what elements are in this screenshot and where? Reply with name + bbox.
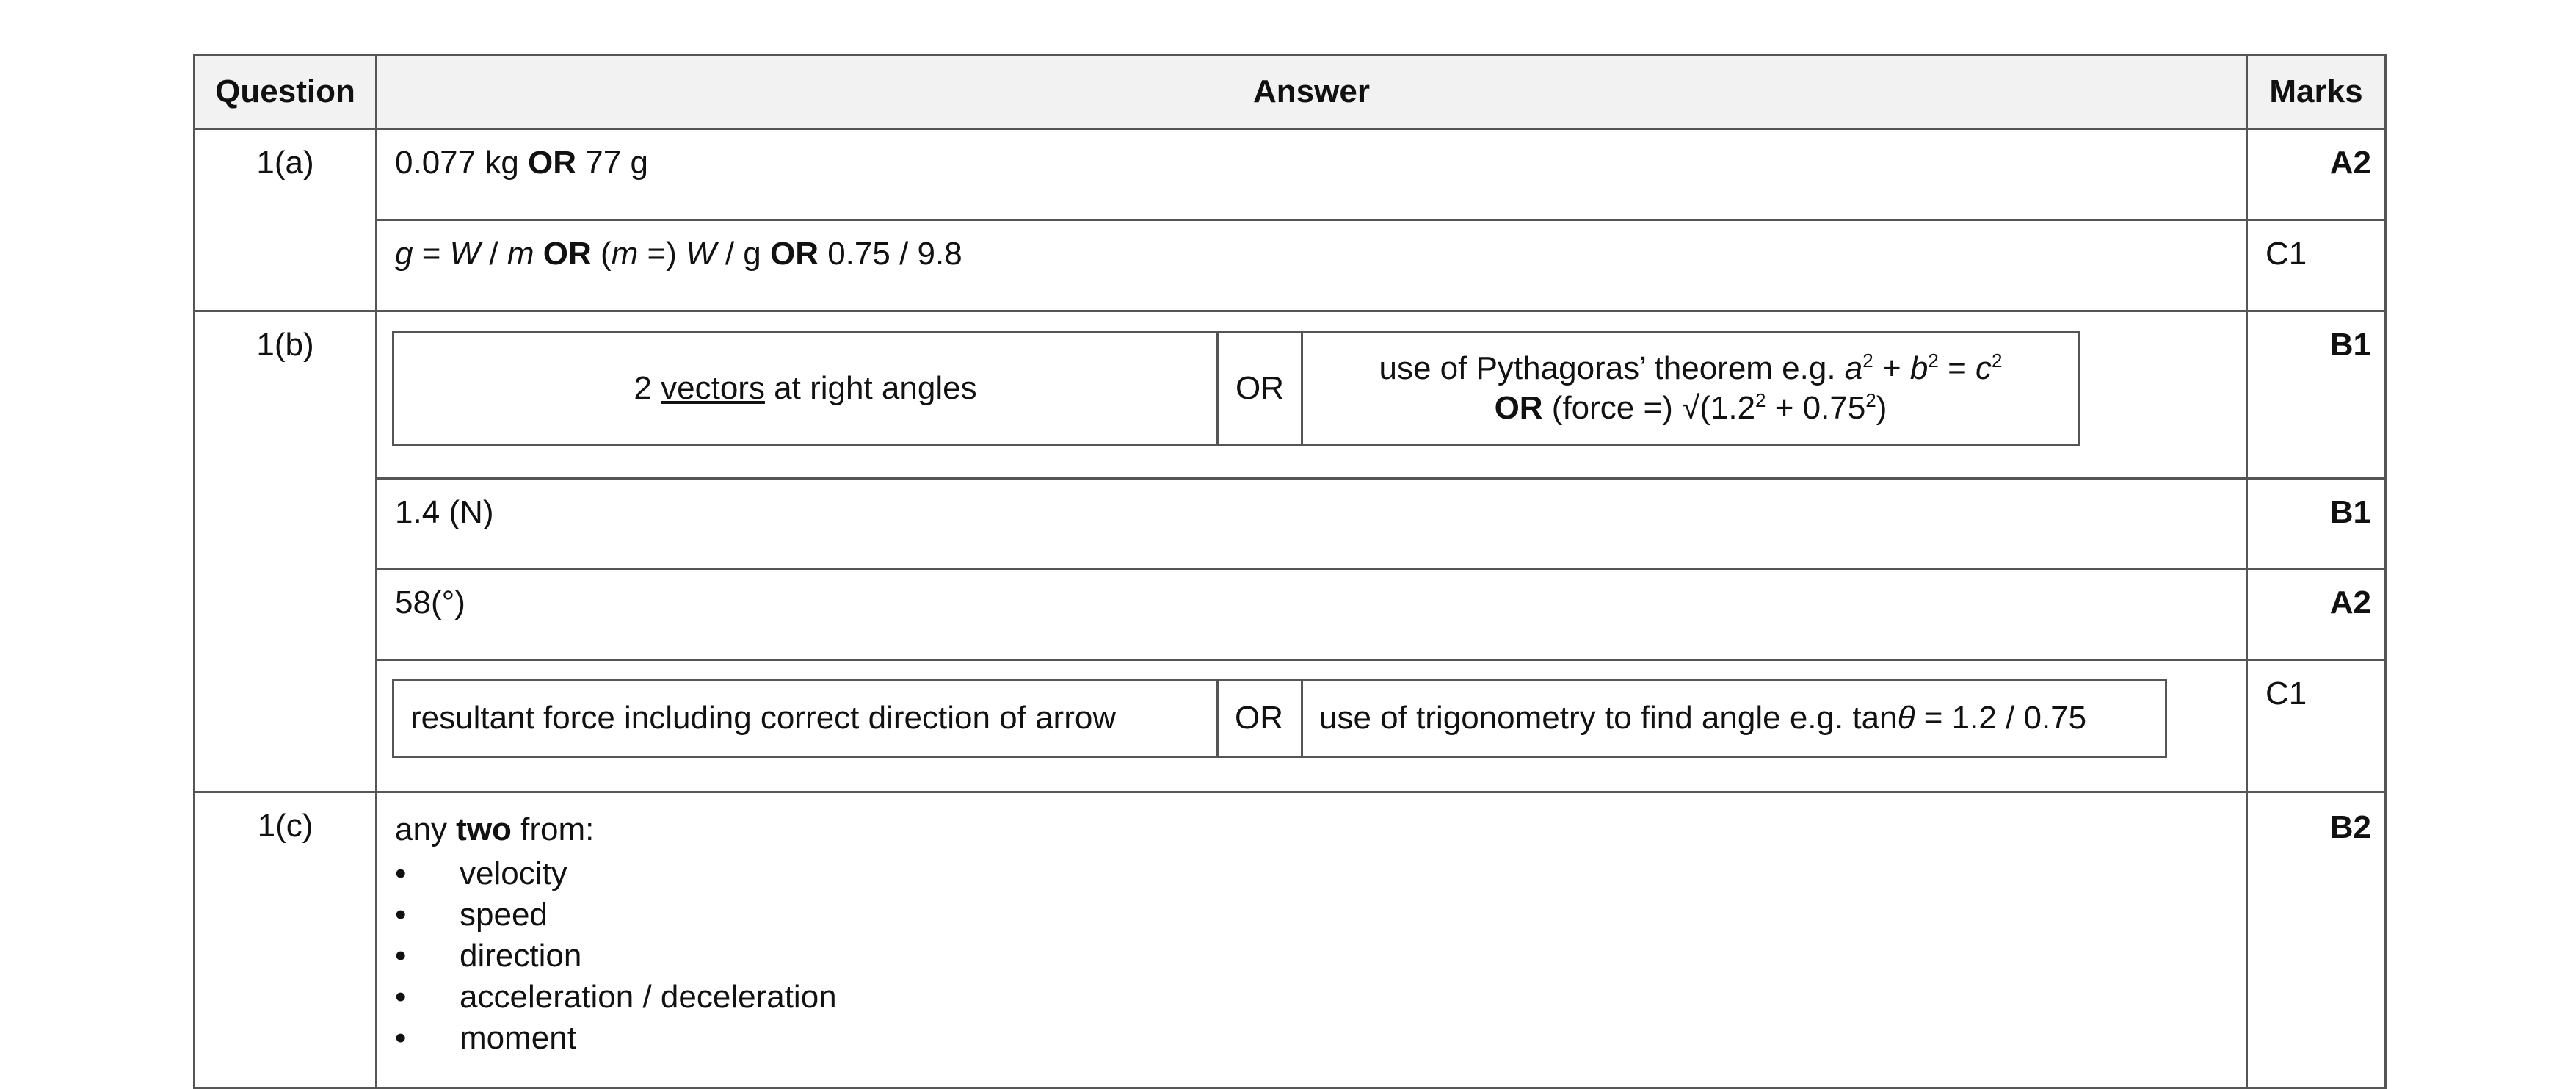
answer-cell [377, 129, 2247, 220]
superscript: 2 [1862, 350, 1873, 372]
symbol-w: W [449, 236, 481, 272]
text: use of Pythagoras’ theorem e.g. [1379, 350, 1845, 386]
table-row [195, 311, 2386, 479]
answer-cell [377, 311, 2247, 479]
table-row [195, 569, 2386, 660]
question-header: Question [195, 55, 377, 129]
mark-cell [2247, 660, 2386, 792]
answer-cell: 58(°) [377, 569, 2247, 660]
superscript: 2 [1928, 350, 1939, 372]
symbol-theta: θ [1897, 700, 1915, 736]
text: from: [511, 811, 595, 847]
question-label: 1(a) [195, 129, 377, 311]
symbol-m: m [507, 236, 534, 272]
equals-sign: = [1938, 350, 1976, 386]
text: use of trigonometry to find angle e.g. tan [1319, 700, 1898, 736]
answer-cell [377, 792, 2247, 1088]
answer-cell: 1.4 (N) [377, 479, 2247, 569]
answer-text: 77 g [585, 145, 648, 181]
text: + 0.75 [1766, 390, 1866, 426]
mark-cell [2247, 220, 2386, 311]
header-row [195, 55, 2386, 129]
mark-value: B1 [2329, 494, 2371, 530]
question-label: 1(b) [195, 311, 377, 792]
table-row [195, 792, 2386, 1088]
mark-cell [2247, 479, 2386, 569]
text: any [395, 811, 457, 847]
mark-value: B1 [2329, 327, 2371, 363]
alternative-right [1302, 333, 2080, 445]
or-keyword: OR [534, 236, 601, 272]
list-item: • direction [395, 936, 2228, 977]
mark-value: C1 [2265, 676, 2307, 712]
table-row [195, 129, 2386, 220]
symbol-m: m [611, 236, 639, 272]
equals-sign: =) [638, 236, 686, 272]
table-row [195, 660, 2386, 792]
mark-cell [2247, 569, 2386, 660]
mark-value: B2 [2329, 809, 2371, 845]
table-row [195, 479, 2386, 569]
answer-intro [395, 809, 2228, 850]
answer-header: Answer [377, 55, 2247, 129]
symbol-g: g [395, 236, 413, 272]
bold-keyword: two [456, 811, 512, 847]
slash-g: / g [716, 236, 770, 272]
answer-text: 0.077 kg [395, 145, 519, 181]
text: = 1.2 / 0.75 [1915, 700, 2087, 736]
table-row [195, 220, 2386, 311]
paren: ( [600, 236, 612, 272]
answer-text: 0.75 / 9.8 [818, 236, 962, 272]
underlined-keyword: vectors [661, 370, 765, 406]
alternative-left: resultant force including correct direction of arrow [393, 680, 1218, 757]
mark-value: C1 [2265, 236, 2307, 272]
or-divider: OR [1218, 333, 1302, 445]
superscript: 2 [1755, 389, 1766, 411]
mark-scheme-table [193, 54, 2387, 1089]
text: (force =) √(1.2 [1542, 390, 1756, 426]
mark-cell [2247, 311, 2386, 479]
list-item: • velocity [395, 853, 2228, 894]
marks-header: Marks [2247, 55, 2386, 129]
equals-sign: = [413, 236, 450, 272]
answer-cell [377, 660, 2247, 792]
mark-value: A2 [2329, 145, 2371, 181]
list-item: • speed [395, 894, 2228, 936]
alternative-right [1302, 680, 2166, 757]
slash: / [480, 236, 507, 272]
or-keyword: OR [769, 236, 819, 272]
alternatives-box [392, 679, 2167, 758]
alternatives-box [392, 331, 2080, 446]
symbol-b: b [1909, 350, 1929, 386]
text: ) [1876, 390, 1887, 426]
mark-cell [2247, 792, 2386, 1088]
symbol-w: W [686, 236, 716, 272]
answer-cell [377, 220, 2247, 311]
alternative-left [393, 333, 1218, 445]
or-keyword: OR [1494, 390, 1543, 426]
list-item: • acceleration / deceleration [395, 977, 2228, 1018]
question-label: 1(c) [195, 792, 377, 1088]
text: 2 [634, 370, 661, 406]
plus-sign: + [1873, 350, 1910, 386]
superscript: 2 [1865, 389, 1876, 411]
text: at right angles [764, 370, 977, 406]
bullet-list [395, 853, 2228, 1059]
or-keyword: OR [528, 145, 577, 181]
list-item: • moment [395, 1018, 2228, 1059]
symbol-c: c [1975, 350, 1992, 386]
or-divider: OR [1218, 680, 1302, 757]
mark-cell [2247, 129, 2386, 220]
mark-value: A2 [2329, 585, 2371, 621]
symbol-a: a [1844, 350, 1863, 386]
superscript: 2 [1992, 350, 2003, 372]
